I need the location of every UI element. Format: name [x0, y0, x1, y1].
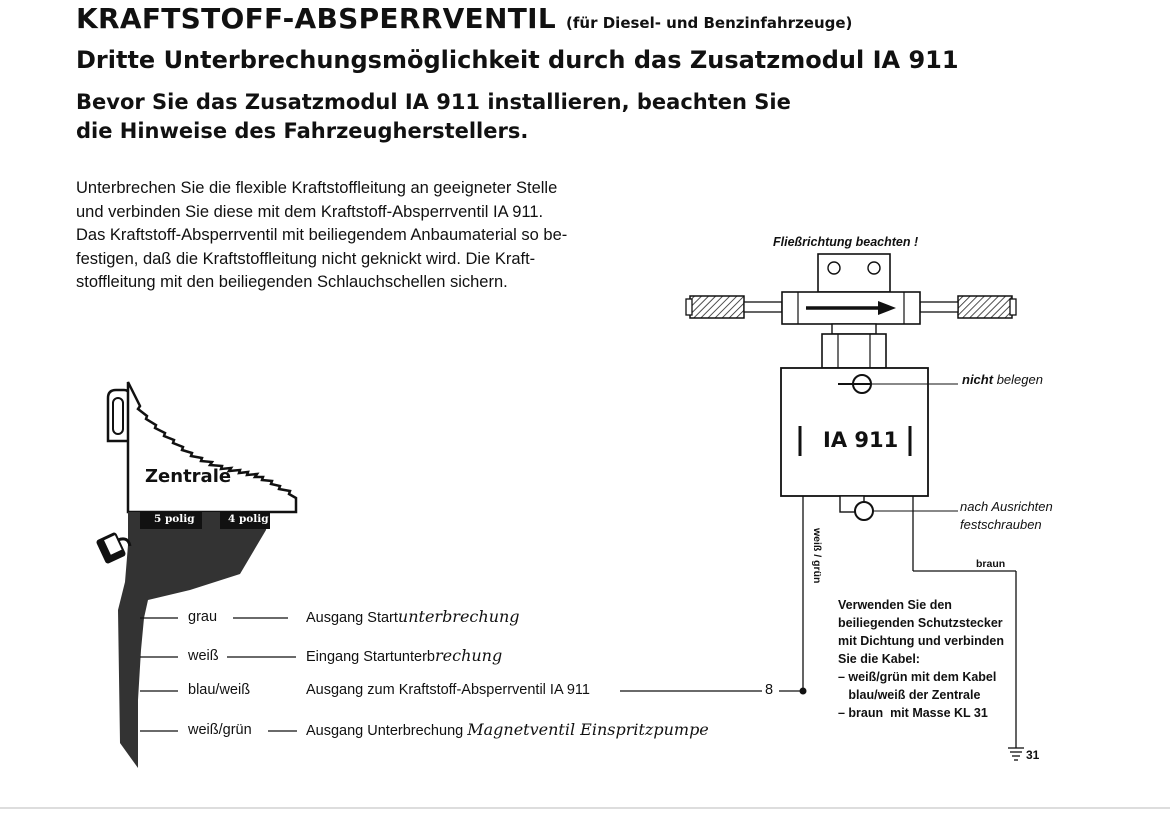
- fuel-valve: [686, 254, 1016, 520]
- valve-mounting-plate: [818, 254, 890, 292]
- page-title: KRAFTSTOFF-ABSPERRVENTIL (für Diesel- und Benzinfahrzeuge): [76, 2, 853, 35]
- wire-function-text: Ausgang Unterbrechung: [306, 723, 464, 739]
- page-subtitle: Dritte Unterbrechungsmöglichkeit durch das Zusatzmodul IA 911: [76, 46, 959, 74]
- ground-symbol: [1008, 748, 1024, 760]
- module-label: IA 911: [823, 428, 899, 452]
- wire-function-weiss: [306, 646, 502, 665]
- tighten-label-1: nach Ausrichten: [960, 499, 1053, 514]
- central-unit: [96, 382, 296, 768]
- wire-function-text: Ausgang Start: [306, 610, 398, 626]
- notice-line-1: Bevor Sie das Zusatzmodul IA 911 installieren, beachten Sie: [76, 90, 791, 114]
- wire-function-weiss-gruen: [306, 720, 709, 739]
- central-unit-body: [128, 382, 296, 512]
- wire-color-grau: grau: [188, 609, 218, 625]
- right-fuel-hose: [958, 296, 1012, 318]
- instruction-paragraph: Unterbrechen Sie die flexible Kraftstoffleitung an geeigneter Stelle und verbinden Sie diese mit dem Kraftstoff-Absperrventil IA 911. Das Kraftstoff-Absperrventil mit beiliegendem Anbaumaterial so be- festigen, daß die Kraftstoffleitung nicht geknickt wird. Die Kraft- stoffleitung mit den beiliegenden Schlauchschellen sichern.: [76, 179, 568, 292]
- not-connect-text: belegen: [996, 372, 1043, 387]
- left-fuel-hose: [690, 296, 744, 318]
- wire-function-blau-weiss: Ausgang zum Kraftstoff-Absperrventil IA 911: [306, 682, 590, 698]
- connector-4-label: 4 polig: [228, 513, 269, 525]
- handwritten-note: unterbrechung: [397, 607, 520, 626]
- alignment-screw: [855, 502, 873, 520]
- notice-line-2: die Hinweise des Fahrzeugherstellers.: [76, 119, 529, 143]
- wire-color-blau-weiss: blau/weiß: [188, 682, 251, 698]
- harness-plug: [96, 532, 130, 565]
- junction-dot: [800, 688, 807, 695]
- wire-color-weiss-gruen: weiß/grün: [188, 722, 252, 738]
- central-unit-label: Zentrale: [145, 466, 232, 487]
- pin-number: 8: [765, 682, 774, 698]
- protective-plug-note: Verwenden Sie den beiliegenden Schutzstecker mit Dichtung und verbinden Sie die Kabel: – weiß/grün mit dem Kabel blau/weiß der Zentrale – braun mit Masse KL 31: [838, 598, 1004, 720]
- page-number: 31: [1026, 748, 1040, 762]
- tighten-label-2: festschrauben: [960, 517, 1042, 532]
- wire-brown-label: braun: [976, 558, 1006, 570]
- page-title-suffix: (für Diesel- und Benzinfahrzeuge): [566, 14, 853, 32]
- wire-function-text: Eingang Startunterb: [306, 649, 435, 665]
- not-connect-emphasis: nicht: [962, 372, 994, 387]
- flow-direction-label: Fließrichtung beachten !: [773, 235, 919, 249]
- valve-nut: [822, 334, 886, 368]
- wire-vertical-label: weiß / grün: [811, 528, 823, 584]
- handwritten-note: rechung: [434, 646, 503, 665]
- mounting-slot: [113, 398, 123, 434]
- not-connect-label: [962, 372, 1043, 387]
- handwritten-note: Magnetventil Einspritzpumpe: [467, 720, 709, 739]
- wire-color-weiss: weiß: [188, 648, 219, 664]
- connector-5-label: 5 polig: [154, 513, 195, 525]
- wire-function-grau: [306, 607, 520, 626]
